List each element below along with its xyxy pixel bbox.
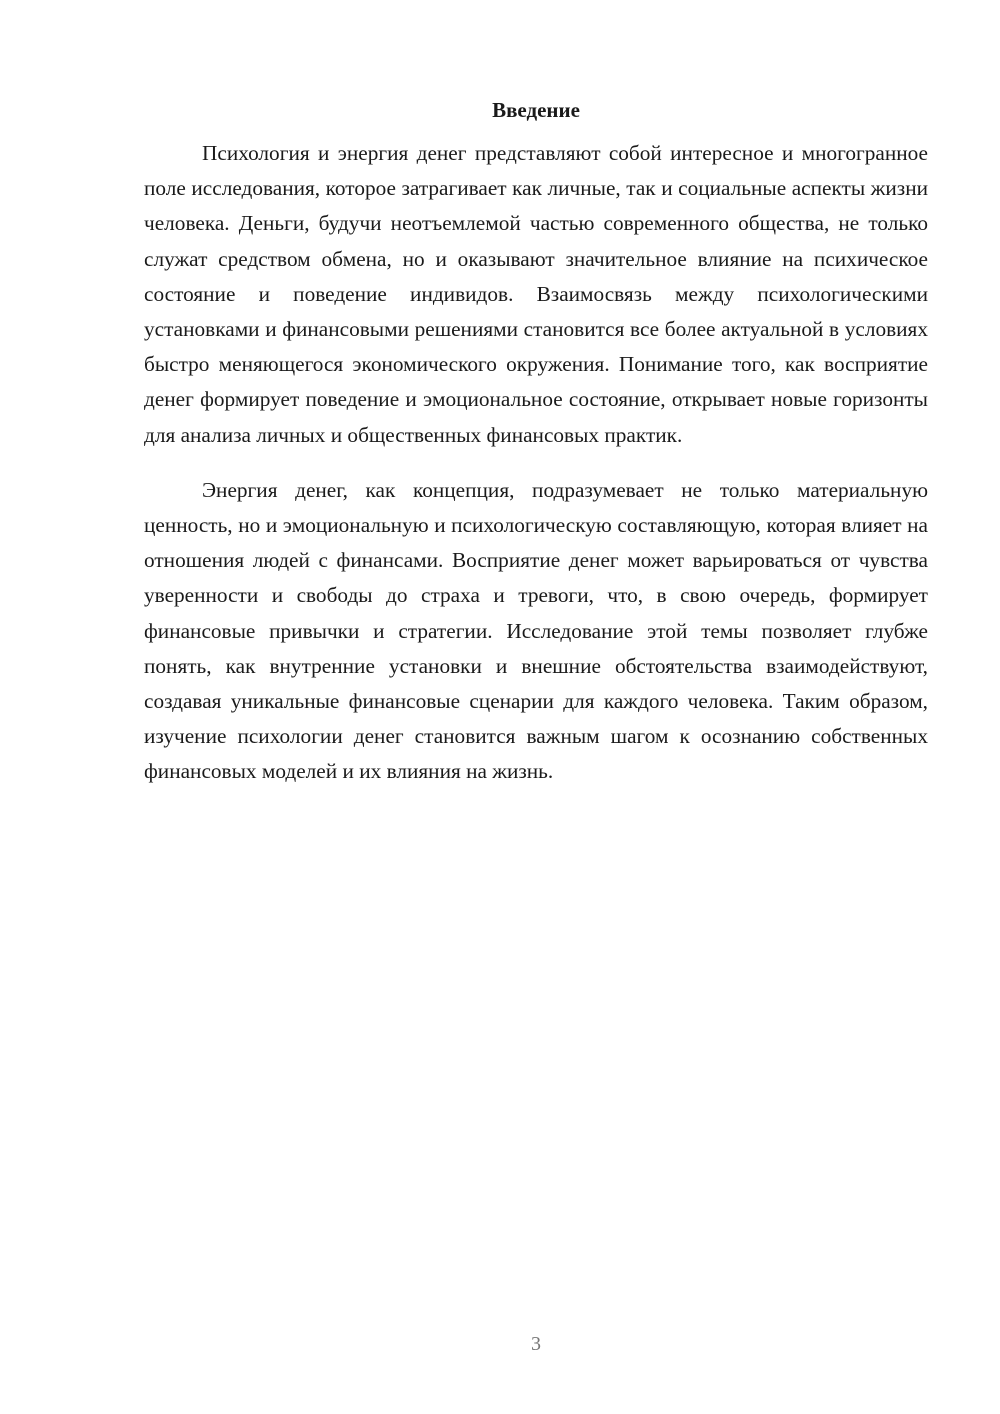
paragraph-1: Психология и энергия денег представляют собой интересное и многогранное поле исследования, которое затрагивает как личные, так и социальные аспекты жизни человека. Деньги, будучи неотъемлемой частью современного общества, не только служат средством обмена, но и оказывают значительное влияние на психическое состояние и поведение индивидов. Взаимосвязь между психологическими установками и финансовыми решениями становится все более актуальной в условиях быстро меняющегося экономического окружения. Понимание того, как восприятие денег формирует поведение и эмоциональное состояние, открывает новые горизонты для анализа личных и общественных финансовых практик. — [144, 141, 928, 447]
section-heading: Введение — [492, 98, 580, 122]
paragraph-2: Энергия денег, как концепция, подразумевает не только материальную ценность, но и эмоциональную и психологическую составляющую, которая влияет на отношения людей с финансами. Восприятие денег может варьироваться от чувства уверенности и свободы до страха и тревоги, что, в свою очередь, формирует финансовые привычки и стратегии. Исследование этой темы позволяет глубже понять, как внутренние установки и внешние обстоятельства взаимодействуют, создавая уникальные финансовые сценарии для каждого человека. Таким образом, изучение психологии денег становится важным шагом к осознанию собственных финансовых моделей и их влияния на жизнь. — [144, 477, 928, 784]
page-content — [144, 94, 928, 790]
page-number: 3 — [531, 1333, 541, 1355]
